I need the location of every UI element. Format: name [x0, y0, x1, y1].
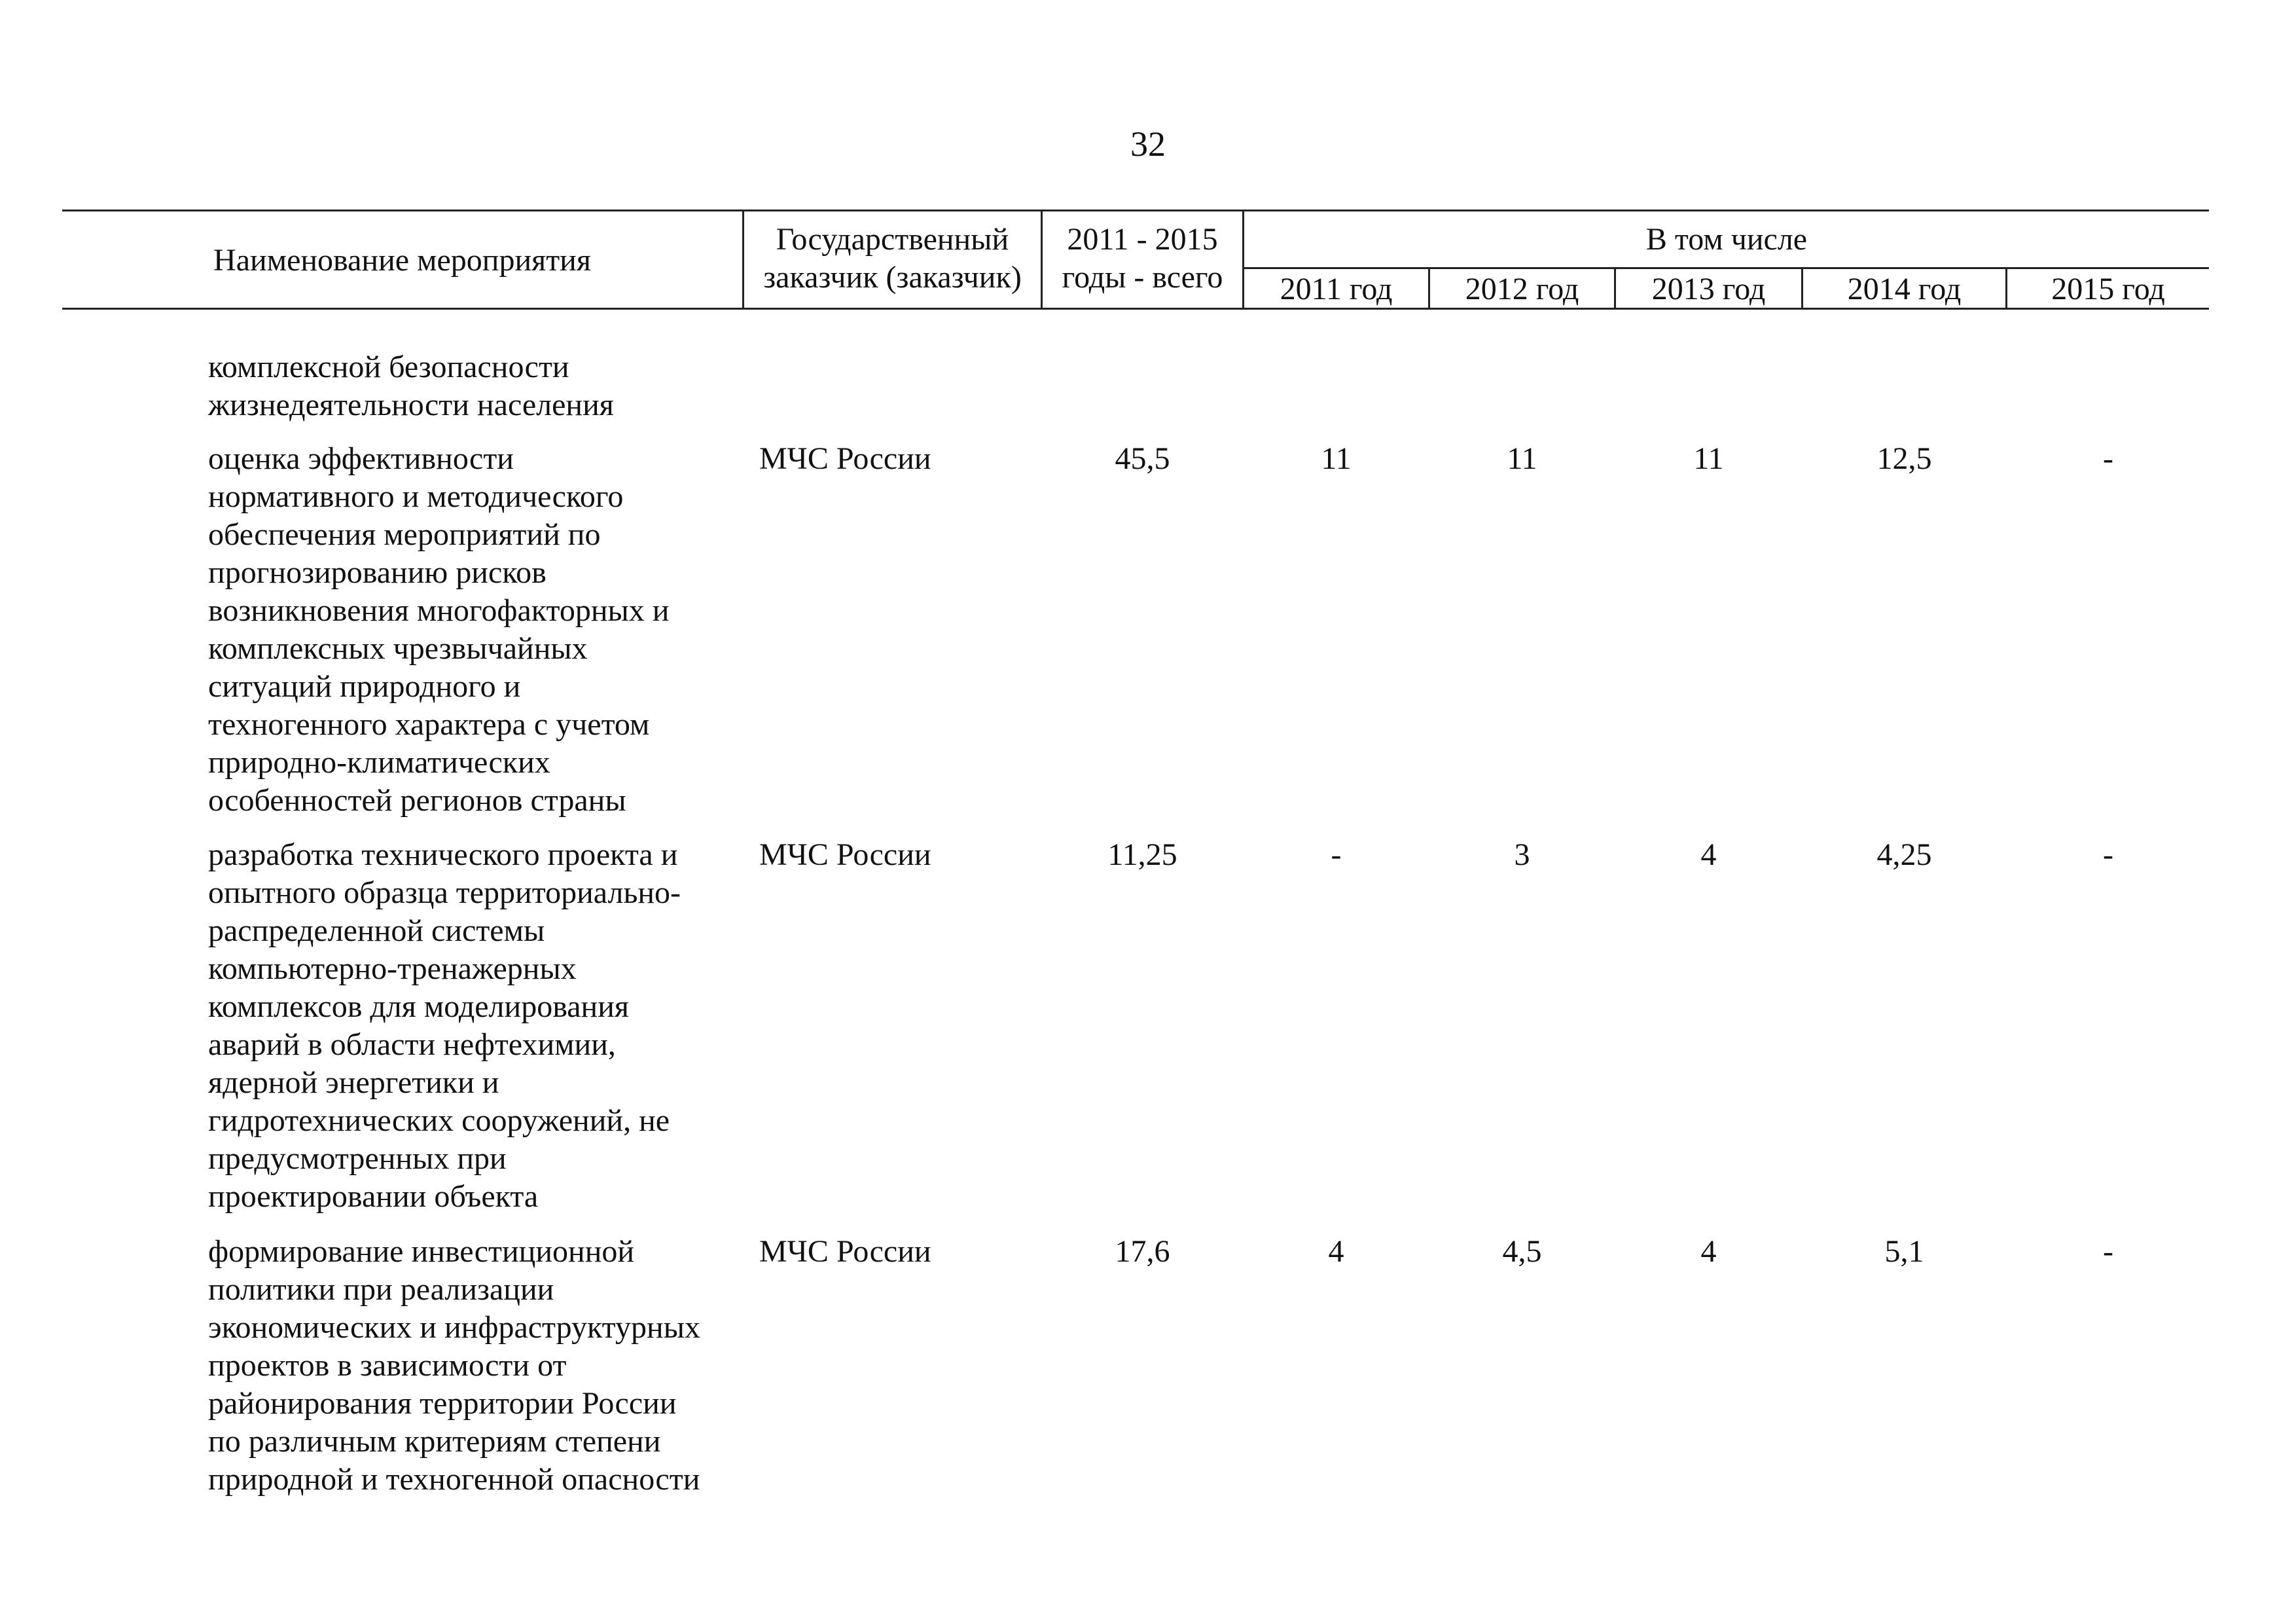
row-customer: МЧС России — [759, 1234, 931, 1269]
row-name: формирование инвестиционной политики при реализации экономических и инфраструктурных проектов в зависимости от районирования территории России по различным критериям степени природной и техногенной опасности — [208, 1234, 700, 1497]
header-year-2011: 2011 год — [1280, 272, 1393, 306]
header-year-2012: 2012 год — [1465, 272, 1579, 306]
row-value-2015: - — [2103, 837, 2113, 872]
row-value-2013: 4 — [1700, 1234, 1717, 1269]
row-value-2011: - — [1331, 837, 1342, 872]
row-total: 17,6 — [1115, 1234, 1170, 1269]
row-customer: МЧС России — [759, 441, 931, 476]
row-value-2015: - — [2103, 1234, 2113, 1269]
header-year-2015: 2015 год — [2051, 272, 2165, 306]
page-number: 32 — [1130, 124, 1166, 164]
row-total: 45,5 — [1115, 441, 1170, 476]
years-subheader-rule — [1242, 267, 2209, 269]
continuation-text: комплексной безопасности жизнедеятельности населения — [208, 350, 614, 422]
header-total-line1: 2011 - 2015 — [1067, 222, 1218, 257]
row-value-2012: 3 — [1514, 837, 1530, 872]
row-customer: МЧС России — [759, 837, 931, 872]
row-name: разработка технического проекта и опытного образца территориально- распределенной системы компьютерно-тренажерных комплексов для моделирования аварий в области нефтехимии, ядерной энергетики и гидротехнических сооружений, не предусмотренных при проектировании объекта — [208, 837, 681, 1214]
header-name: Наименование мероприятия — [213, 243, 591, 278]
row-value-2013: 4 — [1700, 837, 1717, 872]
row-value-2015: - — [2103, 441, 2113, 476]
header-including: В том числе — [1645, 222, 1808, 257]
row-value-2014: 4,25 — [1876, 837, 1932, 872]
row-name: оценка эффективности нормативного и методического обеспечения мероприятий по прогнозированию рисков возникновения многофакторных и комплексных чрезвычайных ситуаций природного и техногенного характера с учетом природно-климатических особенностей регионов страны — [208, 441, 670, 818]
row-value-2014: 12,5 — [1876, 441, 1932, 476]
row-value-2011: 4 — [1328, 1234, 1344, 1269]
header-total-line2: годы - всего — [1062, 260, 1223, 295]
row-value-2011: 11 — [1321, 441, 1352, 476]
header-customer-line2: заказчик (заказчик) — [763, 260, 1022, 295]
header-customer-line1: Государственный — [776, 222, 1009, 257]
row-value-2012: 11 — [1507, 441, 1537, 476]
row-value-2012: 4,5 — [1502, 1234, 1542, 1269]
header-bottom-rule — [62, 308, 2209, 310]
row-value-2014: 5,1 — [1884, 1234, 1924, 1269]
header-year-2013: 2013 год — [1651, 272, 1766, 306]
header-top-rule — [62, 210, 2209, 211]
row-value-2013: 11 — [1693, 441, 1724, 476]
header-year-2014: 2014 год — [1847, 272, 1962, 306]
row-total: 11,25 — [1107, 837, 1177, 872]
